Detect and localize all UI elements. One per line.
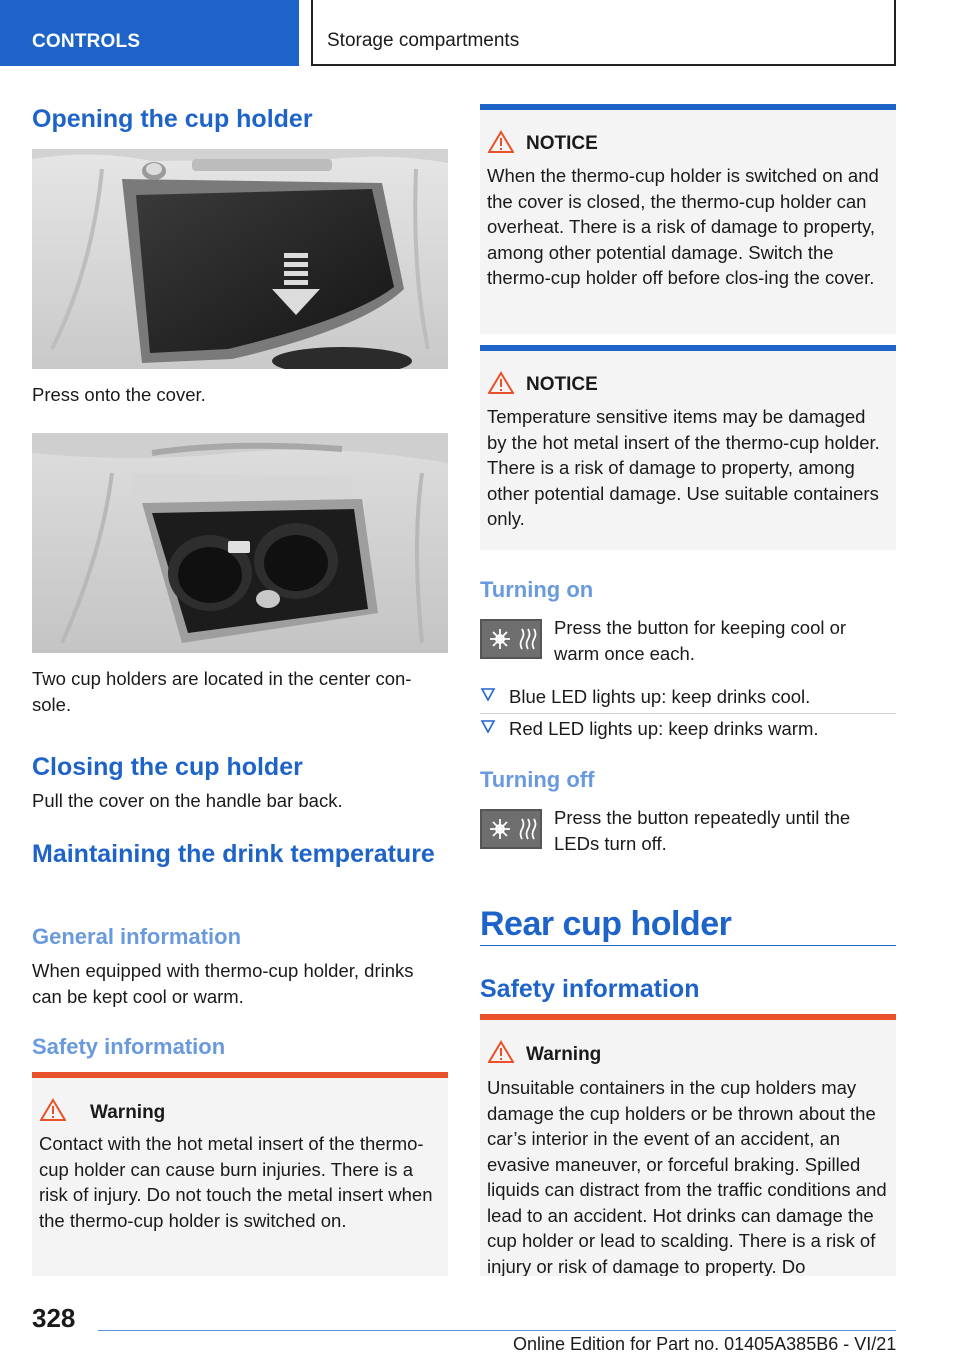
warning-title: Warning [526,1044,602,1065]
warning-title: Warning [90,1102,166,1123]
bullet-text: Blue LED lights up: keep drinks cool. [509,686,811,707]
caption-press-cover: Press onto the cover. [32,384,206,405]
warning-triangle-icon [488,130,514,154]
warning-triangle-icon [488,371,514,395]
warning-text: Unsuitable containers in the cup holders may damage the cup holders or be thrown about the car’s interior in the event of an accident, an evasive maneuver, or forceful braking. Spilled liquids can distract from the traffic conditions and lead to an accident. Hot drinks can damage the cup holder or lead to scalding. There is a risk of injury or risk of damage to property. Do [487,1077,887,1276]
cool-warm-button-icon [480,809,542,849]
bullet-divider [480,713,896,714]
notice-text: Temperature sensitive items may be damaged by the hot metal insert of the thermo-cup holder. There is a risk of damage to property, among other potential damage. Use suitable containers only. [487,406,880,529]
warning-box-containers [480,1014,896,1276]
page-number: 328 [32,1303,76,1333]
bullet-text: Red LED lights up: keep drinks warm. [509,718,819,739]
footer-rule [98,1330,896,1331]
heading-turning-off: Turning off [480,767,595,792]
notice-title: NOTICE [526,374,598,395]
header-chapter-label: Storage compartments [327,30,520,51]
text-general-information: When equipped with thermo-cup holder, drinks can be kept cool or warm. [32,960,414,1007]
warning-text: Contact with the hot metal insert of the thermo-cup holder can cause burn injuries. There is a risk of injury. Do not touch the metal insert when the thermo-cup holder is switched on. [39,1133,433,1231]
bullet-triangle-icon [480,686,496,704]
heading-rule [480,945,896,946]
warning-bar [32,1072,448,1078]
heading-turning-on: Turning on [480,577,594,602]
heading-safety-information-right: Safety information [480,975,700,1003]
header-section-label: CONTROLS [32,31,141,52]
notice-bar [480,345,896,351]
heading-closing-cup-holder: Closing the cup holder [32,753,303,781]
heading-general-information: General information [32,924,242,949]
notice-bar [480,104,896,110]
notice-text: When the thermo-cup holder is switched on and the cover is closed, the thermo-cup holder can overheat. There is a risk of damage to property, among other potential damage. Switch the thermo-cup holder off before clos‐ing the cover. [487,165,879,288]
photo-cup-holders-open [32,433,448,653]
heading-opening-cup-holder: Opening the cup holder [32,105,313,133]
text-turning-on: Press the button for keeping cool or warm once each. [554,617,847,664]
caption-two-cup-holders: Two cup holders are located in the center con‐sole. [32,668,412,715]
warning-triangle-icon [488,1040,514,1064]
notice-title: NOTICE [526,133,598,154]
photo-cup-holder-cover [32,149,448,369]
heading-maintaining-temperature: Maintaining the drink temperature [32,840,435,868]
text-closing: Pull the cover on the handle bar back. [32,790,343,811]
bullet-item-blue-led [480,684,896,710]
bullet-item-red-led [480,716,896,742]
heading-rear-cup-holder: Rear cup holder [480,905,732,943]
header-chapter-box [311,0,896,66]
warning-triangle-icon [40,1098,66,1122]
notice-box-temperature-items [480,345,896,550]
warning-bar [480,1014,896,1020]
header-section-tab [0,0,299,66]
cool-warm-button-icon [480,619,542,659]
bullet-triangle-icon [480,718,496,736]
warning-box-burn [32,1072,448,1276]
text-turning-off: Press the button repeatedly until the LEDs turn off. [554,807,851,854]
footer-edition: Online Edition for Part no. 01405A385B6 - VI/21 [513,1334,897,1354]
heading-safety-information-left: Safety information [32,1034,226,1059]
notice-box-overheat [480,104,896,334]
